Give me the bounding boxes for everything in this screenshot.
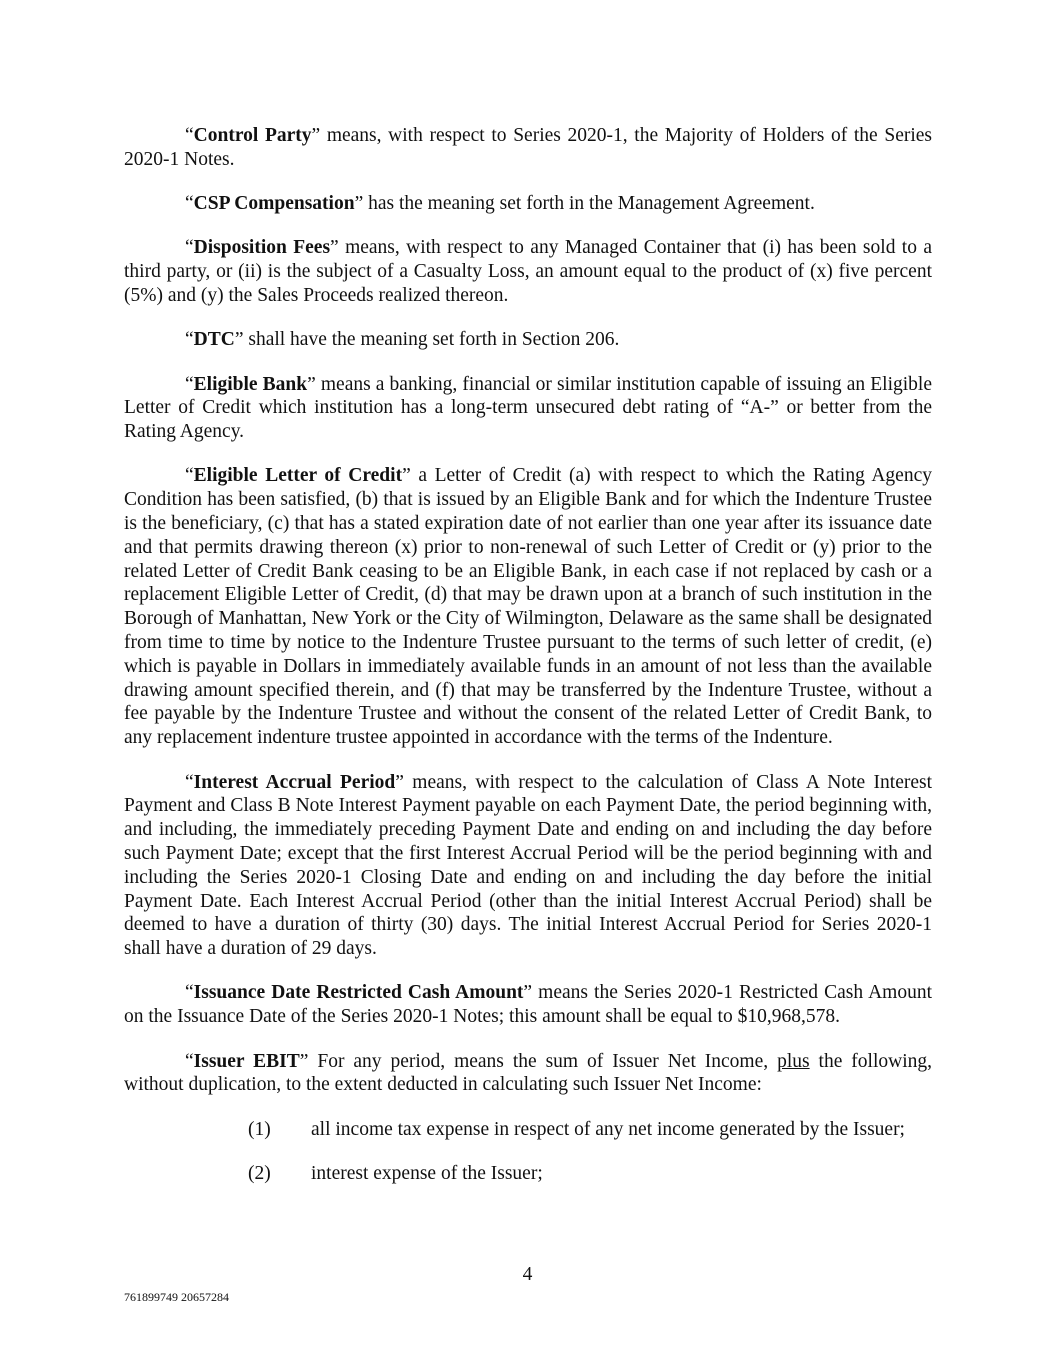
- definition-csp-compensation: “CSP Compensation” has the meaning set forth in the Management Agreement.: [185, 193, 815, 215]
- definition-dtc: “DTC” shall have the meaning set forth in Section 206.: [185, 329, 620, 351]
- page-number: 4: [522, 1264, 533, 1285]
- list-item-text: all income tax expense in respect of any net income generated by the Issuer;: [311, 1118, 905, 1140]
- definition-text: ” has the meaning set forth in the Management Agreement.: [354, 193, 815, 215]
- defined-term: DTC: [193, 329, 235, 351]
- definition-text: ” means, with respect to any Managed Container that (i) has been sold to a third party, or (ii) is the subject of a Casualty Loss, an amount equal to the product of (x) five percent (5%) and (y) the Sales Proceeds realized thereon.: [124, 237, 933, 306]
- definition-issuer-ebit: “Issuer EBIT” For any period, means the sum of Issuer Net Income, plus the following, without duplication, to the extent deducted in calculating such Issuer Net Income:: [124, 1050, 932, 1096]
- definition-text: ” means the Series 2020-1 Restricted Cash Amount on the Issuance Date of the Series 2020-1 Notes; this amount shall be equal to $10,968,578.: [124, 982, 932, 1028]
- defined-term: Issuance Date Restricted Cash Amount: [193, 982, 524, 1004]
- definition-text: ” means a banking, financial or similar institution capable of issuing an Eligible Letter of Credit which institution has a long-term unsecured debt rating of “A-” or better from the Rating Agency.: [124, 373, 932, 443]
- list-item-number: (2): [248, 1163, 271, 1185]
- defined-term: Control Party: [193, 125, 312, 146]
- definition-interest-accrual-period: “Interest Accrual Period” means, with respect to the calculation of Class A Note Interest Payment and Class B Note Interest Payment payable on each Payment Date, the period beginning with, and including, the immediately preceding Payment Date and ending on and including the day before such Payment Date; except that the first Interest Accrual Period will be the period beginning with and including the Series 2020-1 Closing Date and ending on and including the day before the initial Payment Date. Each Interest Accrual Period (other than the initial Interest Accrual Period) shall be deemed to have a duration of thirty (30) days. The initial Interest Accrual Period for Series 2020-1 shall have a duration of 29 days.: [124, 771, 932, 960]
- definition-text: ” means, with respect to Series 2020-1, the Majority of Holders of the Series 2020-1 Notes.: [124, 125, 932, 170]
- list-item-text: interest expense of the Issuer;: [311, 1163, 543, 1185]
- definition-text: ” a Letter of Credit (a) with respect to which the Rating Agency Condition has been satisfied, (b) that is issued by an Eligible Bank and for which the Indenture Trustee is the beneficiary, (c) that has a stated expiration date of not earlier than one year after its issuance date and that permits drawing thereon (x) prior to non-renewal of such Letter of Credit or (y) prior to the related Letter of Credit Bank ceasing to be an Eligible Bank, in each case if not replaced by cash or a replacement Eligible Letter of Credit, (d) that may be drawn upon at a branch of such institution in the Borough of Manhattan, New York or the City of Wilmington, Delaware as the same shall be designated from time to time by notice to the Indenture Trustee pursuant to the terms of such letter of credit, (e) which is payable in Dollars in immediately available funds in an amount of not less than the available drawing amount specified therein, and (f) that may be transferred by the Indenture Trustee, without a fee payable by the Indenture Trustee and without the consent of the related Letter of Credit Bank, to any replacement indenture trustee appointed in accordance with the terms of the Indenture.: [124, 465, 932, 749]
- definition-text: the following, without duplication, to the extent deducted in calculating such Issuer Net Income:: [124, 1050, 932, 1096]
- defined-term: Eligible Bank: [193, 373, 308, 395]
- defined-term: Interest Accrual Period: [193, 771, 396, 793]
- defined-term: Eligible Letter of Credit: [193, 465, 403, 487]
- definition-eligible-letter-of-credit: “Eligible Letter of Credit” a Letter of Credit (a) with respect to which the Rating Agency Condition has been satisfied, (b) that is issued by an Eligible Bank and for which the Indenture Trustee is the beneficiary, (c) that has a stated expiration date of not earlier than one year after its issuance date and that permits drawing thereon (x) prior to non-renewal of such Letter of Credit or (y) prior to the related Letter of Credit Bank ceasing to be an Eligible Bank, in each case if not replaced by cash or a replacement Eligible Letter of Credit, (d) that may be drawn upon at a branch of such institution in the Borough of Manhattan, New York or the City of Wilmington, Delaware as the same shall be designated from time to time by notice to the Indenture Trustee pursuant to the terms of such letter of credit, (e) which is payable in Dollars in immediately available funds in an amount of not less than the available drawing amount specified therein, and (f) that may be transferred by the Indenture Trustee, without a fee payable by the Indenture Trustee and without the consent of the related Letter of Credit Bank, to any replacement indenture trustee appointed in accordance with the terms of the Indenture.: [124, 465, 932, 749]
- list-item: [124, 1118, 932, 1142]
- definition-disposition-fees: “Disposition Fees” means, with respect to any Managed Container that (i) has been sold to a third party, or (ii) is the subject of a Casualty Loss, an amount equal to the product of (x) five percent (5%) and (y) the Sales Proceeds realized thereon.: [124, 237, 933, 306]
- underlined-word: plus: [777, 1050, 810, 1072]
- definition-control-party: “Control Party” means, with respect to Series 2020-1, the Majority of Holders of the Series 2020-1 Notes.: [124, 125, 932, 170]
- document-id: 761899749 20657284: [124, 1290, 229, 1304]
- list-item-number: (1): [248, 1118, 271, 1140]
- defined-term: Issuer EBIT: [193, 1050, 300, 1072]
- definition-eligible-bank: “Eligible Bank” means a banking, financial or similar institution capable of issuing an Eligible Letter of Credit which institution has a long-term unsecured debt rating of “A-” or better from the Rating Agency.: [124, 373, 932, 443]
- definition-text: ” means, with respect to the calculation of Class A Note Interest Payment and Class B Note Interest Payment payable on each Payment Date, the period beginning with, and including, the immediately preceding Payment Date and ending on and including the day before such Payment Date; except that the first Interest Accrual Period will be the period beginning with and including the Series 2020-1 Closing Date and ending on and including the day before the initial Payment Date. Each Interest Accrual Period (other than the initial Interest Accrual Period) shall be deemed to have a duration of thirty (30) days. The initial Interest Accrual Period for Series 2020-1 shall have a duration of 29 days.: [124, 771, 932, 960]
- list-item: [124, 1162, 932, 1186]
- definitions-body: [124, 124, 932, 1207]
- defined-term: Disposition Fees: [193, 237, 331, 259]
- definition-issuance-date-restricted-cash-amount: “Issuance Date Restricted Cash Amount” means the Series 2020-1 Restricted Cash Amount on the Issuance Date of the Series 2020-1 Notes; this amount shall be equal to $10,968,578.: [124, 982, 932, 1028]
- definition-text: ” shall have the meaning set forth in Section 206.: [234, 329, 620, 351]
- defined-term: CSP Compensation: [193, 193, 355, 215]
- definition-text: ” For any period, means the sum of Issuer Net Income,: [299, 1050, 778, 1072]
